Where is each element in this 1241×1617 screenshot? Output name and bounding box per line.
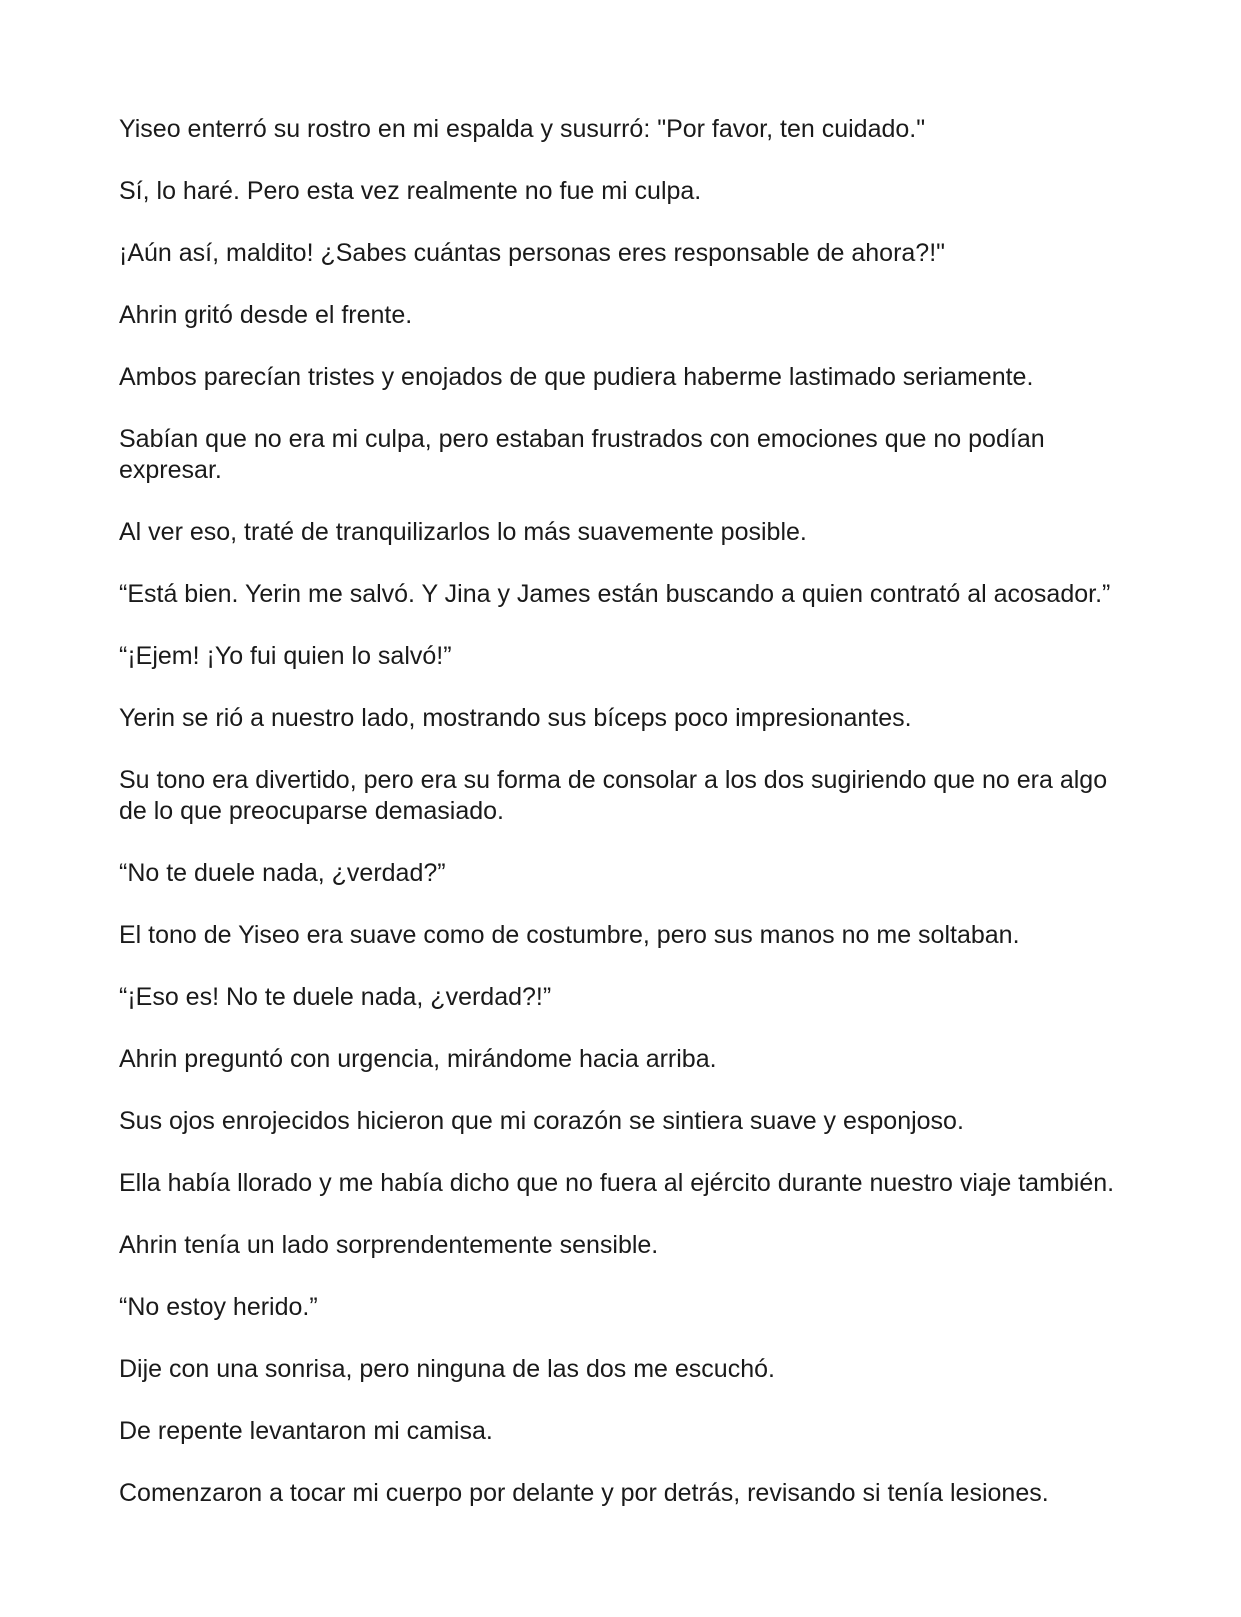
paragraph: ¡Aún así, maldito! ¿Sabes cuántas personas eres responsable de ahora?!" (119, 239, 946, 267)
paragraph: Al ver eso, traté de tranquilizarlos lo más suavemente posible. (119, 518, 807, 546)
paragraph: Comenzaron a tocar mi cuerpo por delante y por detrás, revisando si tenía lesiones. (119, 1479, 1049, 1507)
paragraph: Yiseo enterró su rostro en mi espalda y susurró: "Por favor, ten cuidado." (119, 115, 926, 143)
paragraph: Yerin se rió a nuestro lado, mostrando sus bíceps poco impresionantes. (119, 704, 912, 732)
paragraph: “¡Ejem! ¡Yo fui quien lo salvó!” (119, 642, 452, 670)
paragraph: Sí, lo haré. Pero esta vez realmente no fue mi culpa. (119, 177, 702, 205)
paragraph: De repente levantaron mi camisa. (119, 1417, 493, 1445)
paragraph: Ambos parecían tristes y enojados de que pudiera haberme lastimado seriamente. (119, 363, 1034, 391)
document-body (119, 114, 1129, 1509)
paragraph: Ahrin gritó desde el frente. (119, 301, 413, 329)
paragraph: Su tono era divertido, pero era su forma de consolar a los dos sugiriendo que no era algo de lo que preocuparse demasiado. (119, 766, 1108, 825)
paragraph: Ahrin tenía un lado sorprendentemente sensible. (119, 1231, 659, 1259)
paragraph: “No estoy herido.” (119, 1293, 318, 1321)
paragraph: “No te duele nada, ¿verdad?” (119, 859, 446, 887)
paragraph: Dije con una sonrisa, pero ninguna de las dos me escuchó. (119, 1355, 775, 1383)
paragraph: “Está bien. Yerin me salvó. Y Jina y James están buscando a quien contrató al acosador.” (119, 580, 1111, 608)
paragraph: Ahrin preguntó con urgencia, mirándome hacia arriba. (119, 1045, 717, 1073)
paragraph: Sabían que no era mi culpa, pero estaban frustrados con emociones que no podían expresar. (119, 425, 1045, 484)
paragraph: “¡Eso es! No te duele nada, ¿verdad?!” (119, 983, 552, 1011)
paragraph: Sus ojos enrojecidos hicieron que mi corazón se sintiera suave y esponjoso. (119, 1107, 964, 1135)
paragraph: El tono de Yiseo era suave como de costumbre, pero sus manos no me soltaban. (119, 921, 1020, 949)
paragraph: Ella había llorado y me había dicho que no fuera al ejército durante nuestro viaje también. (119, 1169, 1115, 1197)
